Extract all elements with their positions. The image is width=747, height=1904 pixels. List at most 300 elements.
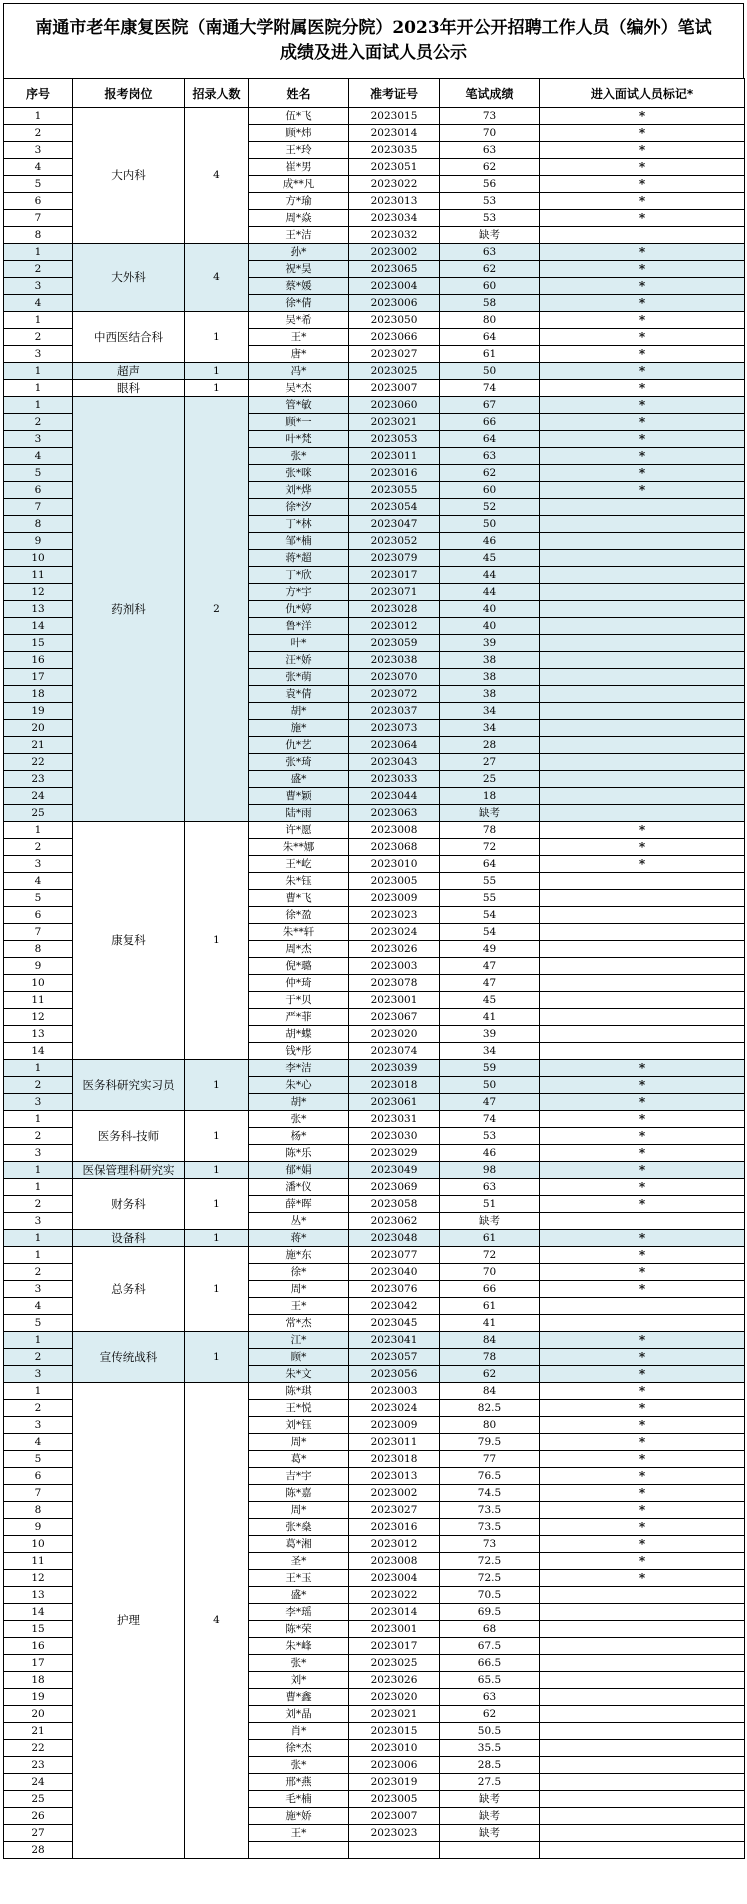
cell-score: 52 bbox=[440, 499, 540, 516]
cell-score: 53 bbox=[440, 210, 540, 227]
cell-score: 缺考 bbox=[440, 1791, 540, 1808]
header-row bbox=[4, 79, 745, 108]
cell-exam-id: 2023017 bbox=[349, 1638, 440, 1655]
cell-serial: 4 bbox=[4, 448, 73, 465]
cell-serial: 17 bbox=[4, 669, 73, 686]
cell-serial: 2 bbox=[4, 414, 73, 431]
cell-score: 60 bbox=[440, 482, 540, 499]
cell-name: 刘*钰 bbox=[249, 1417, 349, 1434]
cell-name: 仇*艺 bbox=[249, 737, 349, 754]
cell-score: 50.5 bbox=[440, 1723, 540, 1740]
cell-serial: 15 bbox=[4, 1621, 73, 1638]
cell-serial: 7 bbox=[4, 1485, 73, 1502]
cell-exam-id: 2023013 bbox=[349, 193, 440, 210]
cell-name: 王*玉 bbox=[249, 1570, 349, 1587]
cell-interview-mark: * bbox=[540, 1570, 745, 1587]
cell-name: 毛*楠 bbox=[249, 1791, 349, 1808]
cell-interview-mark: * bbox=[540, 1502, 745, 1519]
cell-score: 缺考 bbox=[440, 227, 540, 244]
cell-score: 44 bbox=[440, 584, 540, 601]
cell-interview-mark: * bbox=[540, 1451, 745, 1468]
cell-exam-id: 2023015 bbox=[349, 1723, 440, 1740]
header-name: 姓名 bbox=[249, 79, 349, 108]
cell-score: 64 bbox=[440, 431, 540, 448]
cell-exam-id: 2023010 bbox=[349, 1740, 440, 1757]
header-score: 笔试成绩 bbox=[440, 79, 540, 108]
cell-name: 管*敏 bbox=[249, 397, 349, 414]
cell-interview-mark bbox=[540, 567, 745, 584]
cell-serial: 19 bbox=[4, 703, 73, 720]
cell-score: 70 bbox=[440, 125, 540, 142]
cell-interview-mark bbox=[540, 975, 745, 992]
cell-quota: 1 bbox=[185, 1060, 249, 1111]
cell-score: 缺考 bbox=[440, 1825, 540, 1842]
cell-score: 74 bbox=[440, 380, 540, 397]
cell-score: 78 bbox=[440, 822, 540, 839]
cell-serial: 9 bbox=[4, 1519, 73, 1536]
cell-name: 吉*宇 bbox=[249, 1468, 349, 1485]
cell-serial: 1 bbox=[4, 380, 73, 397]
cell-name: 曹*鑫 bbox=[249, 1689, 349, 1706]
cell-exam-id: 2023008 bbox=[349, 822, 440, 839]
cell-interview-mark bbox=[540, 805, 745, 822]
cell-exam-id: 2023014 bbox=[349, 125, 440, 142]
cell-exam-id: 2023006 bbox=[349, 295, 440, 312]
cell-serial: 4 bbox=[4, 1298, 73, 1315]
cell-name: 仇*婷 bbox=[249, 601, 349, 618]
cell-exam-id: 2023017 bbox=[349, 567, 440, 584]
cell-interview-mark bbox=[540, 669, 745, 686]
cell-exam-id: 2023056 bbox=[349, 1366, 440, 1383]
cell-name: 邢*燕 bbox=[249, 1774, 349, 1791]
cell-name: 张*萌 bbox=[249, 669, 349, 686]
cell-score: 72 bbox=[440, 1247, 540, 1264]
cell-name: 圣* bbox=[249, 1553, 349, 1570]
cell-score: 79.5 bbox=[440, 1434, 540, 1451]
cell-serial: 14 bbox=[4, 1043, 73, 1060]
cell-name: 周* bbox=[249, 1434, 349, 1451]
cell-serial: 17 bbox=[4, 1655, 73, 1672]
cell-position: 医务科-技师 bbox=[73, 1111, 185, 1162]
cell-score: 55 bbox=[440, 890, 540, 907]
cell-serial: 13 bbox=[4, 601, 73, 618]
cell-score: 45 bbox=[440, 992, 540, 1009]
cell-exam-id: 2023053 bbox=[349, 431, 440, 448]
cell-serial: 18 bbox=[4, 686, 73, 703]
cell-interview-mark: * bbox=[540, 176, 745, 193]
cell-exam-id: 2023048 bbox=[349, 1230, 440, 1247]
cell-serial: 8 bbox=[4, 941, 73, 958]
cell-exam-id: 2023013 bbox=[349, 1468, 440, 1485]
cell-interview-mark: * bbox=[540, 1400, 745, 1417]
header-quota: 招录人数 bbox=[185, 79, 249, 108]
cell-name: 薛*晖 bbox=[249, 1196, 349, 1213]
cell-name: 朱*心 bbox=[249, 1077, 349, 1094]
cell-serial: 7 bbox=[4, 924, 73, 941]
cell-exam-id: 2023021 bbox=[349, 414, 440, 431]
table-body bbox=[4, 108, 745, 1859]
cell-score: 70.5 bbox=[440, 1587, 540, 1604]
cell-serial: 4 bbox=[4, 1434, 73, 1451]
cell-name: 徐*汐 bbox=[249, 499, 349, 516]
cell-score: 34 bbox=[440, 1043, 540, 1060]
cell-name: 刘*烨 bbox=[249, 482, 349, 499]
cell-exam-id: 2023042 bbox=[349, 1298, 440, 1315]
cell-serial: 3 bbox=[4, 431, 73, 448]
cell-quota: 1 bbox=[185, 1111, 249, 1162]
cell-serial: 12 bbox=[4, 584, 73, 601]
cell-name: 邹*楠 bbox=[249, 533, 349, 550]
cell-interview-mark: * bbox=[540, 1519, 745, 1536]
cell-serial: 12 bbox=[4, 1009, 73, 1026]
cell-name: 施*东 bbox=[249, 1247, 349, 1264]
cell-interview-mark bbox=[540, 499, 745, 516]
cell-position: 药剂科 bbox=[73, 397, 185, 822]
header-exam-id: 准考证号 bbox=[349, 79, 440, 108]
cell-name: 王* bbox=[249, 1825, 349, 1842]
cell-score: 73.5 bbox=[440, 1519, 540, 1536]
cell-exam-id: 2023076 bbox=[349, 1281, 440, 1298]
cell-score: 53 bbox=[440, 1128, 540, 1145]
cell-serial: 2 bbox=[4, 1196, 73, 1213]
cell-quota: 1 bbox=[185, 1332, 249, 1383]
cell-interview-mark: * bbox=[540, 1230, 745, 1247]
cell-exam-id: 2023001 bbox=[349, 1621, 440, 1638]
cell-serial: 8 bbox=[4, 227, 73, 244]
cell-score: 80 bbox=[440, 1417, 540, 1434]
table-row bbox=[4, 108, 745, 125]
cell-interview-mark: * bbox=[540, 125, 745, 142]
cell-serial: 11 bbox=[4, 567, 73, 584]
cell-serial: 1 bbox=[4, 1111, 73, 1128]
cell-score: 56 bbox=[440, 176, 540, 193]
cell-serial: 25 bbox=[4, 1791, 73, 1808]
cell-serial: 11 bbox=[4, 1553, 73, 1570]
cell-exam-id: 2023063 bbox=[349, 805, 440, 822]
cell-score: 73 bbox=[440, 108, 540, 125]
cell-interview-mark bbox=[540, 788, 745, 805]
cell-exam-id: 2023044 bbox=[349, 788, 440, 805]
cell-exam-id: 2023032 bbox=[349, 227, 440, 244]
cell-score: 47 bbox=[440, 958, 540, 975]
cell-interview-mark: * bbox=[540, 1162, 745, 1179]
cell-quota: 4 bbox=[185, 244, 249, 312]
cell-interview-mark bbox=[540, 907, 745, 924]
cell-interview-mark bbox=[540, 618, 745, 635]
cell-serial: 16 bbox=[4, 652, 73, 669]
document-title bbox=[3, 3, 744, 79]
cell-name: 汪*娇 bbox=[249, 652, 349, 669]
cell-quota: 1 bbox=[185, 1230, 249, 1247]
cell-name: 顾* bbox=[249, 1349, 349, 1366]
cell-exam-id: 2023027 bbox=[349, 1502, 440, 1519]
cell-exam-id: 2023001 bbox=[349, 992, 440, 1009]
cell-interview-mark bbox=[540, 992, 745, 1009]
cell-serial: 6 bbox=[4, 907, 73, 924]
cell-exam-id: 2023065 bbox=[349, 261, 440, 278]
cell-serial: 24 bbox=[4, 1774, 73, 1791]
cell-name: 王*玲 bbox=[249, 142, 349, 159]
cell-serial: 5 bbox=[4, 1451, 73, 1468]
cell-serial: 2 bbox=[4, 329, 73, 346]
cell-interview-mark bbox=[540, 1604, 745, 1621]
cell-score: 98 bbox=[440, 1162, 540, 1179]
cell-interview-mark: * bbox=[540, 856, 745, 873]
cell-serial: 3 bbox=[4, 1094, 73, 1111]
cell-interview-mark bbox=[540, 1740, 745, 1757]
cell-name: 陈*琪 bbox=[249, 1383, 349, 1400]
cell-name: 陈*荣 bbox=[249, 1621, 349, 1638]
cell-serial: 13 bbox=[4, 1026, 73, 1043]
cell-score: 61 bbox=[440, 1298, 540, 1315]
cell-name: 许*愿 bbox=[249, 822, 349, 839]
cell-score: 40 bbox=[440, 618, 540, 635]
cell-interview-mark: * bbox=[540, 448, 745, 465]
cell-score: 63 bbox=[440, 448, 540, 465]
cell-interview-mark bbox=[540, 941, 745, 958]
cell-name: 胡* bbox=[249, 703, 349, 720]
cell-interview-mark bbox=[540, 1026, 745, 1043]
cell-position: 医保管理科研究实 bbox=[73, 1162, 185, 1179]
cell-interview-mark bbox=[540, 652, 745, 669]
cell-interview-mark: * bbox=[540, 312, 745, 329]
cell-score: 84 bbox=[440, 1332, 540, 1349]
table-row bbox=[4, 380, 745, 397]
cell-name: 周* bbox=[249, 1281, 349, 1298]
cell-interview-mark bbox=[540, 1689, 745, 1706]
cell-serial: 4 bbox=[4, 295, 73, 312]
cell-serial: 19 bbox=[4, 1689, 73, 1706]
cell-score: 66 bbox=[440, 1281, 540, 1298]
cell-interview-mark bbox=[540, 1213, 745, 1230]
cell-exam-id: 2023074 bbox=[349, 1043, 440, 1060]
cell-interview-mark bbox=[540, 703, 745, 720]
cell-serial: 10 bbox=[4, 975, 73, 992]
cell-interview-mark: * bbox=[540, 159, 745, 176]
cell-position: 财务科 bbox=[73, 1179, 185, 1230]
cell-interview-mark: * bbox=[540, 1468, 745, 1485]
cell-interview-mark bbox=[540, 720, 745, 737]
cell-interview-mark: * bbox=[540, 1366, 745, 1383]
cell-exam-id: 2023079 bbox=[349, 550, 440, 567]
cell-interview-mark bbox=[540, 1655, 745, 1672]
table-row bbox=[4, 1060, 745, 1077]
cell-serial: 24 bbox=[4, 788, 73, 805]
cell-position: 总务科 bbox=[73, 1247, 185, 1332]
cell-score: 62 bbox=[440, 261, 540, 278]
cell-quota: 1 bbox=[185, 1162, 249, 1179]
cell-interview-mark: * bbox=[540, 839, 745, 856]
cell-serial: 1 bbox=[4, 363, 73, 380]
cell-interview-mark bbox=[540, 1638, 745, 1655]
cell-interview-mark bbox=[540, 227, 745, 244]
cell-interview-mark bbox=[540, 1009, 745, 1026]
cell-serial: 7 bbox=[4, 210, 73, 227]
cell-interview-mark: * bbox=[540, 1417, 745, 1434]
cell-name: 杨* bbox=[249, 1128, 349, 1145]
cell-score: 63 bbox=[440, 244, 540, 261]
cell-name: 肖* bbox=[249, 1723, 349, 1740]
cell-interview-mark: * bbox=[540, 1553, 745, 1570]
cell-exam-id: 2023041 bbox=[349, 1332, 440, 1349]
cell-interview-mark: * bbox=[540, 244, 745, 261]
table-row bbox=[4, 397, 745, 414]
cell-interview-mark bbox=[540, 958, 745, 975]
cell-score: 73 bbox=[440, 1536, 540, 1553]
cell-serial: 18 bbox=[4, 1672, 73, 1689]
cell-score: 44 bbox=[440, 567, 540, 584]
cell-score: 62 bbox=[440, 1706, 540, 1723]
cell-interview-mark bbox=[540, 1791, 745, 1808]
cell-interview-mark: * bbox=[540, 193, 745, 210]
cell-score: 34 bbox=[440, 703, 540, 720]
cell-serial: 2 bbox=[4, 261, 73, 278]
cell-exam-id: 2023012 bbox=[349, 618, 440, 635]
cell-exam-id: 2023051 bbox=[349, 159, 440, 176]
cell-exam-id: 2023069 bbox=[349, 1179, 440, 1196]
cell-exam-id: 2023022 bbox=[349, 176, 440, 193]
cell-name: 朱*钰 bbox=[249, 873, 349, 890]
cell-name: 袁*倩 bbox=[249, 686, 349, 703]
cell-serial: 20 bbox=[4, 1706, 73, 1723]
cell-score: 53 bbox=[440, 193, 540, 210]
cell-quota: 1 bbox=[185, 380, 249, 397]
cell-name: 叶*梵 bbox=[249, 431, 349, 448]
cell-exam-id: 2023067 bbox=[349, 1009, 440, 1026]
cell-serial: 20 bbox=[4, 720, 73, 737]
cell-name: 徐* bbox=[249, 1264, 349, 1281]
cell-interview-mark: * bbox=[540, 295, 745, 312]
cell-exam-id: 2023072 bbox=[349, 686, 440, 703]
cell-name: 张*咪 bbox=[249, 465, 349, 482]
cell-score: 39 bbox=[440, 1026, 540, 1043]
cell-exam-id: 2023071 bbox=[349, 584, 440, 601]
cell-interview-mark bbox=[540, 873, 745, 890]
cell-score: 58 bbox=[440, 295, 540, 312]
results-table bbox=[3, 78, 745, 1859]
cell-name: 王* bbox=[249, 329, 349, 346]
cell-name: 顾*炜 bbox=[249, 125, 349, 142]
cell-exam-id: 2023026 bbox=[349, 941, 440, 958]
cell-serial: 6 bbox=[4, 482, 73, 499]
cell-interview-mark bbox=[540, 1842, 745, 1859]
cell-exam-id: 2023078 bbox=[349, 975, 440, 992]
cell-position: 大外科 bbox=[73, 244, 185, 312]
cell-serial: 1 bbox=[4, 1162, 73, 1179]
cell-score: 77 bbox=[440, 1451, 540, 1468]
cell-serial: 3 bbox=[4, 1145, 73, 1162]
cell-score: 27 bbox=[440, 754, 540, 771]
cell-serial: 9 bbox=[4, 533, 73, 550]
cell-exam-id: 2023014 bbox=[349, 1604, 440, 1621]
cell-exam-id: 2023026 bbox=[349, 1672, 440, 1689]
cell-serial: 28 bbox=[4, 1842, 73, 1859]
cell-exam-id: 2023058 bbox=[349, 1196, 440, 1213]
cell-name: 王*洁 bbox=[249, 227, 349, 244]
cell-interview-mark: * bbox=[540, 1332, 745, 1349]
cell-exam-id: 2023070 bbox=[349, 669, 440, 686]
cell-score: 84 bbox=[440, 1383, 540, 1400]
cell-exam-id: 2023007 bbox=[349, 1808, 440, 1825]
cell-position: 眼科 bbox=[73, 380, 185, 397]
cell-score: 46 bbox=[440, 1145, 540, 1162]
cell-serial: 3 bbox=[4, 1366, 73, 1383]
cell-interview-mark: * bbox=[540, 1077, 745, 1094]
cell-serial: 1 bbox=[4, 822, 73, 839]
cell-serial: 2 bbox=[4, 1077, 73, 1094]
cell-interview-mark: * bbox=[540, 210, 745, 227]
cell-score bbox=[440, 1842, 540, 1859]
cell-serial: 1 bbox=[4, 244, 73, 261]
cell-serial: 23 bbox=[4, 1757, 73, 1774]
cell-exam-id: 2023015 bbox=[349, 108, 440, 125]
cell-serial: 1 bbox=[4, 108, 73, 125]
cell-serial: 3 bbox=[4, 142, 73, 159]
cell-interview-mark bbox=[540, 601, 745, 618]
cell-score: 64 bbox=[440, 329, 540, 346]
cell-serial: 3 bbox=[4, 1417, 73, 1434]
cell-exam-id: 2023006 bbox=[349, 1757, 440, 1774]
cell-serial: 1 bbox=[4, 312, 73, 329]
cell-name: 于*贝 bbox=[249, 992, 349, 1009]
cell-exam-id: 2023025 bbox=[349, 1655, 440, 1672]
cell-name bbox=[249, 1842, 349, 1859]
cell-exam-id: 2023004 bbox=[349, 278, 440, 295]
cell-exam-id: 2023003 bbox=[349, 958, 440, 975]
cell-position: 宣传统战科 bbox=[73, 1332, 185, 1383]
cell-interview-mark bbox=[540, 1587, 745, 1604]
table-row bbox=[4, 312, 745, 329]
cell-position: 医务科研究实习员 bbox=[73, 1060, 185, 1111]
cell-score: 47 bbox=[440, 975, 540, 992]
header-serial: 序号 bbox=[4, 79, 73, 108]
cell-quota: 4 bbox=[185, 1383, 249, 1859]
cell-quota: 1 bbox=[185, 312, 249, 363]
cell-exam-id: 2023023 bbox=[349, 1825, 440, 1842]
cell-exam-id: 2023021 bbox=[349, 1706, 440, 1723]
cell-name: 唐* bbox=[249, 346, 349, 363]
cell-score: 51 bbox=[440, 1196, 540, 1213]
cell-name: 严*菲 bbox=[249, 1009, 349, 1026]
cell-serial: 8 bbox=[4, 1502, 73, 1519]
cell-name: 丁*欣 bbox=[249, 567, 349, 584]
cell-name: 王*悦 bbox=[249, 1400, 349, 1417]
cell-exam-id: 2023034 bbox=[349, 210, 440, 227]
cell-interview-mark: * bbox=[540, 1485, 745, 1502]
cell-exam-id: 2023004 bbox=[349, 1570, 440, 1587]
cell-serial: 3 bbox=[4, 346, 73, 363]
cell-interview-mark: * bbox=[540, 1281, 745, 1298]
cell-score: 80 bbox=[440, 312, 540, 329]
cell-score: 49 bbox=[440, 941, 540, 958]
cell-name: 顾*一 bbox=[249, 414, 349, 431]
cell-name: 朱*峰 bbox=[249, 1638, 349, 1655]
cell-score: 62 bbox=[440, 159, 540, 176]
cell-name: 崔*男 bbox=[249, 159, 349, 176]
cell-exam-id: 2023077 bbox=[349, 1247, 440, 1264]
cell-serial: 11 bbox=[4, 992, 73, 1009]
cell-name: 徐*盈 bbox=[249, 907, 349, 924]
cell-exam-id: 2023007 bbox=[349, 380, 440, 397]
cell-name: 李*洁 bbox=[249, 1060, 349, 1077]
cell-serial: 6 bbox=[4, 1468, 73, 1485]
cell-exam-id: 2023010 bbox=[349, 856, 440, 873]
cell-name: 仲*琦 bbox=[249, 975, 349, 992]
cell-serial: 1 bbox=[4, 1179, 73, 1196]
cell-score: 74.5 bbox=[440, 1485, 540, 1502]
cell-name: 潘*仪 bbox=[249, 1179, 349, 1196]
cell-serial: 13 bbox=[4, 1587, 73, 1604]
